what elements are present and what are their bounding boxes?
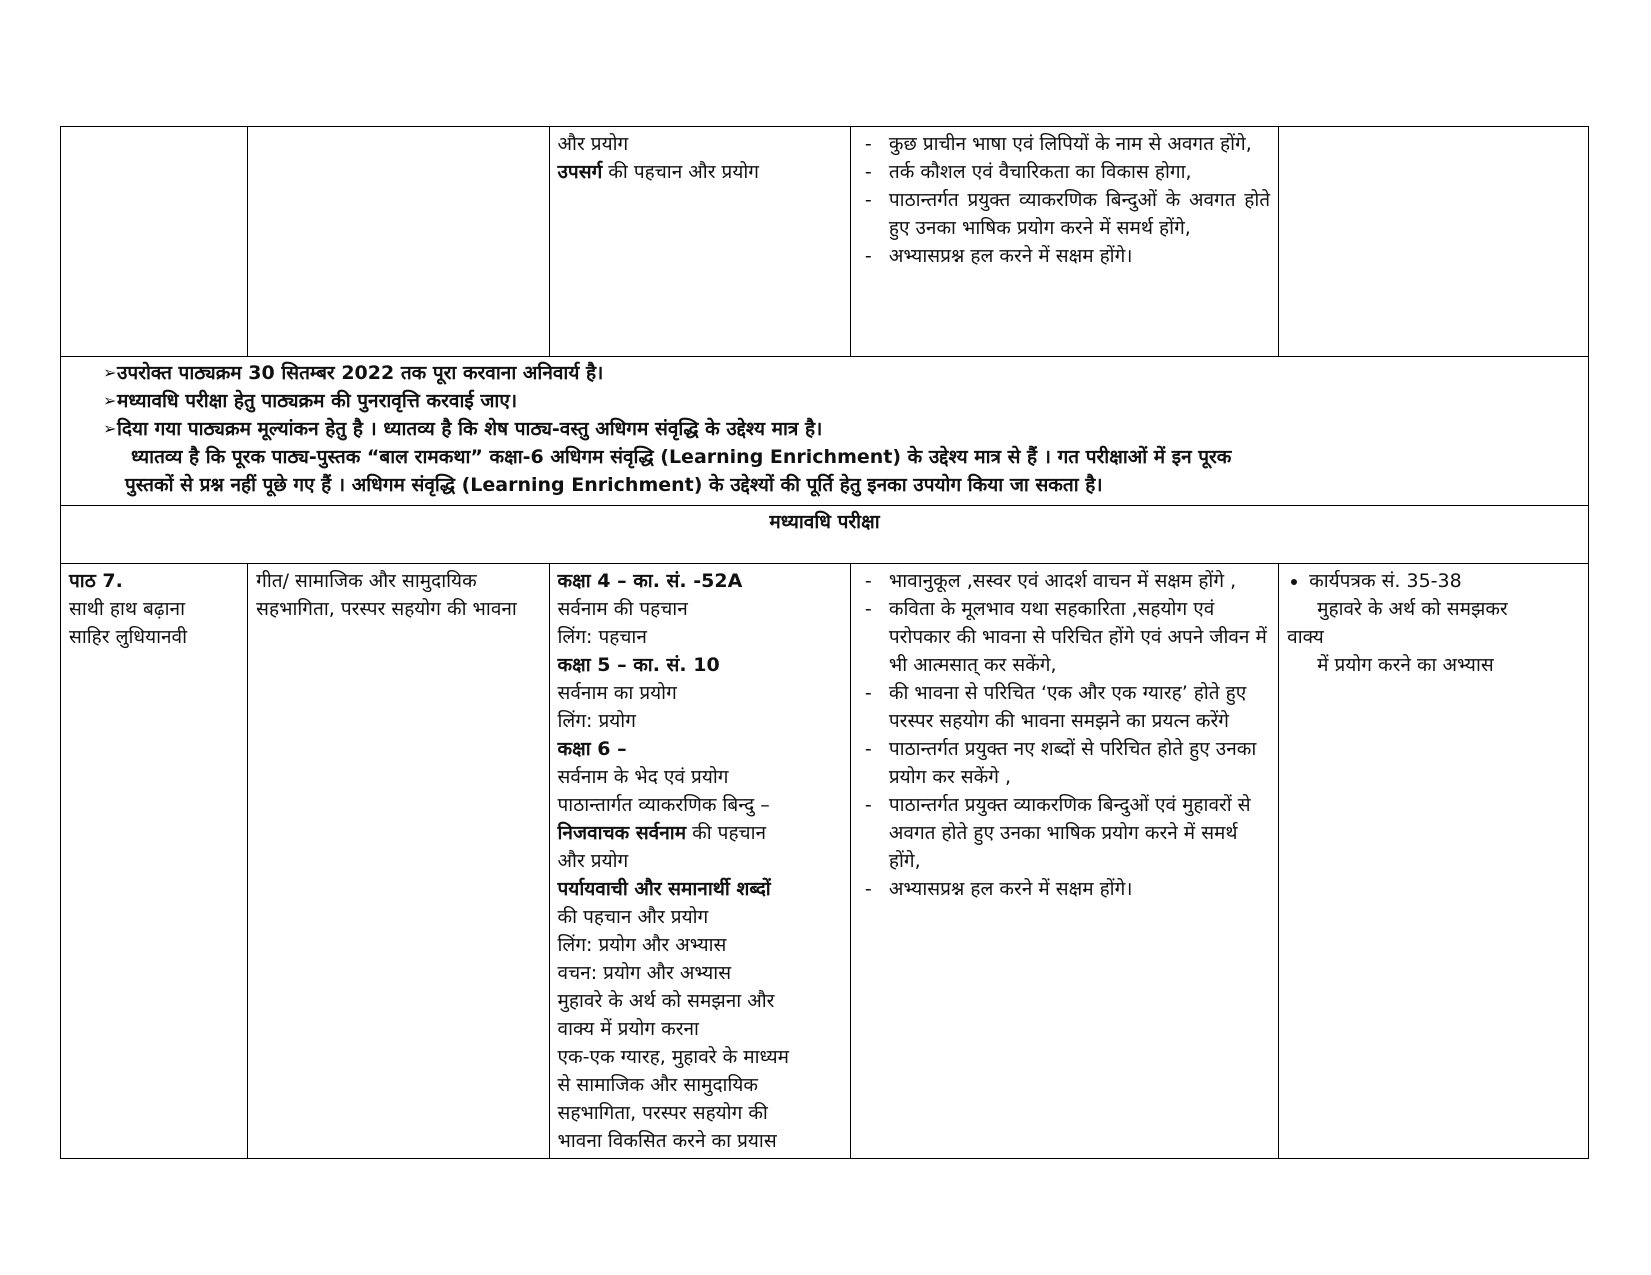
grammar-line: मुहावरे के अर्थ को समझना और [557, 990, 775, 1012]
grammar-cell [549, 564, 850, 1159]
grammar-cell [549, 127, 850, 357]
list-item: - तर्क कौशल एवं वैचारिकता का विकास होगा, [859, 158, 1270, 186]
note-paragraph-line: ध्यातव्य है कि पूरक पाठ्य-पुस्तक “बाल रामकथा” कक्षा-6 अधिगम संवृद्धि (Learning Enrichment) के उद्देश्य मात्र से हैं । गत परीक्षाओं में इन पूरक [131, 446, 1232, 468]
syllabus-page [60, 126, 1589, 1159]
class6-heading: कक्षा 6 – [557, 738, 627, 760]
note-item: ➢ दिया गया पाठ्यक्रम मूल्यांकन हेतु है । ध्यातव्य है कि शेष पाठ्य-वस्तु अधिगम संवृद्धि के उद्देश्य मात्र है। [75, 415, 1574, 443]
note-paragraph-line: पुस्तकों से प्रश्न नहीं पूछे गए हैं । अधिगम संवृद्धि (Learning Enrichment) के उद्देश्यों की पूर्ति हेतु इनका उपयोग किया जा सकता है। [125, 474, 1103, 496]
grammar-line: लिंग: प्रयोग [557, 710, 636, 732]
grammar-line: एक-एक ग्यारह, मुहावरे के माध्यम [557, 1046, 790, 1068]
grammar-line: और प्रयोग [557, 133, 629, 155]
list-item: - कुछ प्राचीन भाषा एवं लिपियों के नाम से अवगत होंगे, [859, 130, 1270, 158]
grammar-line [558, 158, 842, 186]
note-item: ➢ मध्यावधि परीक्षा हेतु पाठ्यक्रम की पुनरावृत्ति करवाई जाए। [75, 387, 1574, 415]
lesson-author: साहिर लुधियानवी [69, 626, 188, 648]
nijvachak-bold: निजवाचक सर्वनाम [557, 822, 687, 844]
theme-text: गीत/ सामाजिक और सामुदायिक सहभागिता, परस्पर सहयोग की भावना [256, 570, 517, 620]
table-row [61, 127, 1589, 357]
class4-heading: कक्षा 4 – का. सं. -52A [557, 570, 743, 592]
class5-heading: कक्षा 5 – का. सं. 10 [557, 654, 720, 676]
theme-cell [248, 127, 549, 357]
activity-cell [1279, 564, 1589, 1159]
grammar-line: सर्वनाम के भेद एवं प्रयोग [557, 766, 729, 788]
grammar-line: पाठान्तार्गत व्याकरणिक बिन्दु – [557, 794, 770, 816]
outcomes-list [859, 130, 1270, 270]
section-heading: मध्यावधि परीक्षा [61, 506, 1589, 564]
paryay-bold: पर्यायवाची और समानार्थी शब्दों [557, 878, 771, 900]
activity-list [1287, 567, 1580, 595]
lesson-title: पाठ 7. [69, 570, 123, 592]
list-item: - अभ्यासप्रश्न हल करने में सक्षम होंगे। [859, 242, 1270, 270]
section-heading-row [61, 506, 1589, 564]
outcomes-cell [850, 564, 1278, 1159]
grammar-line: भावना विकसित करने का प्रयास [557, 1130, 777, 1152]
lesson-cell [61, 127, 248, 357]
upsarg-bold: उपसर्ग [557, 161, 603, 183]
grammar-line: सर्वनाम की पहचान [557, 598, 688, 620]
grammar-line: वचन: प्रयोग और अभ्यास [557, 962, 732, 984]
list-item: - पाठान्तर्गत प्रयुक्त व्याकरणिक बिन्दुओं के अवगत होते हुए उनका भाषिक प्रयोग करने में समर्थ होंगे, [859, 186, 1270, 242]
activity-cell [1279, 127, 1589, 357]
lesson-name: साथी हाथ बढ़ाना [69, 598, 185, 620]
note-item: ➢ उपरोक्त पाठ्यक्रम 30 सितम्बर 2022 तक पूरा करवाना अनिवार्य है। [75, 359, 1574, 387]
grammar-line: सर्वनाम का प्रयोग [557, 682, 677, 704]
grammar-line: की पहचान और प्रयोग [557, 906, 709, 928]
grammar-line: और प्रयोग [557, 850, 629, 872]
list-item: - पाठान्तर्गत प्रयुक्त नए शब्दों से परिचित होते हुए उनका प्रयोग कर सकेंगे , [859, 735, 1270, 791]
nijvachak-rest: की पहचान [686, 822, 767, 844]
grammar-line: से सामाजिक और सामुदायिक [557, 1074, 759, 1096]
grammar-line [558, 819, 842, 847]
list-item: - अभ्यासप्रश्न हल करने में सक्षम होंगे। [859, 875, 1270, 903]
syllabus-table [60, 126, 1589, 1159]
upsarg-rest: की पहचान और प्रयोग [602, 161, 760, 183]
notes-row [61, 357, 1589, 506]
grammar-line: लिंग: प्रयोग और अभ्यास [557, 934, 727, 956]
list-item: - की भावना से परिचित ‘एक और एक ग्यारह’ होते हुए परस्पर सहयोग की भावना समझने का प्रयत्न करेंगे [859, 679, 1270, 735]
grammar-line: सहभागिता, परस्पर सहयोग की [557, 1102, 768, 1124]
outcomes-cell [850, 127, 1278, 357]
table-row [61, 564, 1589, 1159]
list-item: - कविता के मूलभाव यथा सहकारिता ,सहयोग एवं परोपकार की भावना से परिचित होंगे एवं अपने जीवन में भी आत्मसात् कर सकेंगे, [859, 595, 1270, 679]
grammar-line: लिंग: पहचान [557, 626, 647, 648]
notes-cell [61, 357, 1589, 506]
lesson-cell [61, 564, 248, 1159]
activity-line: मुहावरे के अर्थ को समझकर [1317, 598, 1508, 620]
outcomes-list [859, 567, 1270, 903]
list-item: - पाठान्तर्गत प्रयुक्त व्याकरणिक बिन्दुओं एवं मुहावरों से अवगत होते हुए उनका भाषिक प्रयोग करने में समर्थ होंगे, [859, 791, 1270, 875]
worksheet-item: • कार्यपत्रक सं. 35-38 [1309, 567, 1580, 595]
activity-line: में प्रयोग करने का अभ्यास [1317, 654, 1494, 676]
theme-cell [248, 564, 549, 1159]
grammar-line: वाक्य में प्रयोग करना [557, 1018, 699, 1040]
list-item: - भावानुकूल ,सस्वर एवं आदर्श वाचन में सक्षम होंगे , [859, 567, 1270, 595]
activity-line: वाक्य [1287, 626, 1324, 648]
